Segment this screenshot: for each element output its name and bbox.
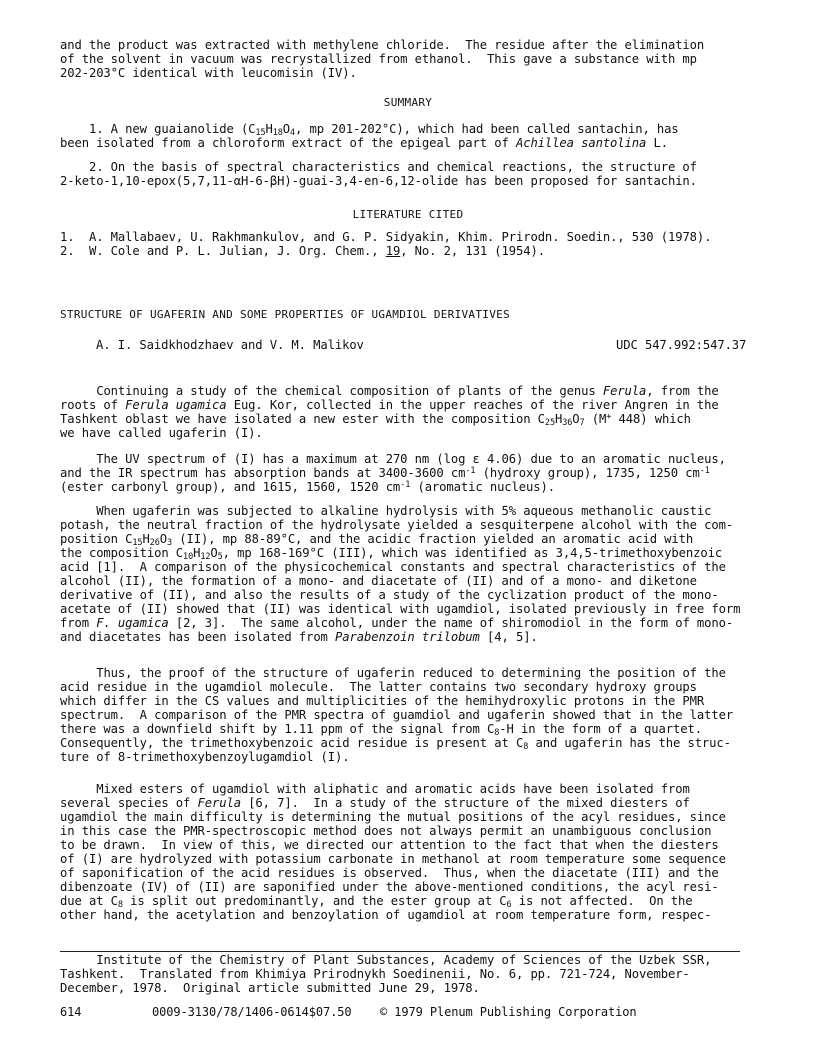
summary-point-2: 2. On the basis of spectral characteristics and chemical reactions, the structure of 2-keto-1,10-epox(5,7,11-αH-6-βH)-guai-3,4-en-6,12-olide has been proposed for santachin. xyxy=(60,160,697,188)
summary-heading: SUMMARY xyxy=(383,96,433,109)
issn-code: 0009-3130/78/1406-0614$07.50 xyxy=(152,1005,352,1019)
udc-code: UDC 547.992:547.37 xyxy=(616,338,747,352)
reference-2: 2. W. Cole and P. L. Julian, J. Org. Chem., 19, No. 2, 131 (1954). xyxy=(60,244,545,258)
footnote-divider xyxy=(60,951,740,952)
page-number: 614 xyxy=(60,1005,82,1019)
paragraph-spectra: The UV spectrum of (I) has a maximum at 270 nm (log ε 4.06) due to an aromatic nucleus, and the IR spectrum has absorption bands at 3400-3600 $cm^{-1}$ (hydroxy group), 1735, 1250 $cm^{-1}$ (ester carbonyl group), and 1615, 1560, 1520 $cm^{-1}$ (aromatic nucleus). xyxy=(60,452,726,494)
paragraph-hydrolysis: When ugaferin was subjected to alkaline hydrolysis with 5% aqueous methanolic caustic potash, the neutral fraction of the hydrolysate yielded a sesquiterpene alcohol with the com- position $C_{15}H_{26}O_3$ (II), mp 88-89°C, and the acidic fraction yielded an aromatic acid with the composition $C_{10}H_{12}O_5$, mp 168-169°C (III), which was identified as 3,4,5-trimethoxybenzoic acid [1]. A comparison of the physicochemical constants and spectral characteristics of the alcohol (II), the formation of a mono- and diacetate of (II) and of a mono- and diketone derivative of (II), and also the results of a study of the cyclization product of the mono- acetate of (II) showed that (II) was identical with ugamdiol, isolated previously in free form from F. ugamica [2, 3]. The same alcohol, under the name of shiromodiol in the form of mono- and diacetates has been isolated from Parabenzoin trilobum [4, 5]. xyxy=(60,504,741,644)
copyright: © 1979 Plenum Publishing Corporation xyxy=(380,1005,637,1019)
text-line: 202-203°C identical with leucomisin (IV). xyxy=(60,66,357,80)
footnote: Institute of the Chemistry of Plant Substances, Academy of Sciences of the Uzbek SSR, Tashkent. Translated from Khimiya Prirodnykh Soedinenii, No. 6, pp. 721-724, November- December, 1978. Original article submitted June 29, 1978. xyxy=(60,953,712,995)
text-line: of the solvent in vacuum was recrystallized from ethanol. This gave a substance with mp xyxy=(60,52,697,66)
literature-heading: LITERATURE CITED xyxy=(352,208,464,221)
article-authors: A. I. Saidkhodzhaev and V. M. Malikov xyxy=(96,338,364,352)
continuation-paragraph xyxy=(60,38,704,80)
article-title: STRUCTURE OF UGAFERIN AND SOME PROPERTIES OF UGAMDIOL DERIVATIVES xyxy=(60,308,510,321)
paragraph-intro: Continuing a study of the chemical composition of plants of the genus Ferula, from the roots of Ferula ugamica Eug. Kor, collected in the upper reaches of the river Angren in the Tashkent oblast we have isolated a new ester with the composition $C_{25}H_{36}O_7$ (M+ 448) which we have called ugaferin (I). xyxy=(60,384,719,440)
summary-point-1: 1. A new guaianolide ($C_{15}H_{18}O_4$, mp 201-202°C), which had been called santachin, has been isolated from a chloroform extract of the epigeal part of Achillea santolina L. xyxy=(60,122,679,150)
text-line: and the product was extracted with methylene chloride. The residue after the elimination xyxy=(60,38,705,52)
reference-1: 1. A. Mallabaev, U. Rakhmankulov, and G. P. Sidyakin, Khim. Prirodn. Soedin., 530 (1978). xyxy=(60,230,712,244)
paragraph-mixed-esters: Mixed esters of ugamdiol with aliphatic and aromatic acids have been isolated from several species of Ferula [6, 7]. In a study of the structure of the mixed diesters of ugamdiol the main difficulty is determining the mutual positions of the acyl residues, since in this case the PMR-spectroscopic method does not always permit an unambiguous conclusion to be drawn. In view of this, we directed our attention to the fact that when the diesters of (I) are hydrolyzed with potassium carbonate in methanol at room temperature some sequence of saponification of the acid residues is observed. Thus, when the diacetate (III) and the dibenzoate (IV) of (II) are saponified under the above-mentioned conditions, the acyl resi- due at $C_8$ is split out predominantly, and the ester group at $C_6$ is not affected. On the other hand, the acetylation and benzoylation of ugamdiol at room temperature form, respec- xyxy=(60,782,726,922)
paragraph-structure-proof: Thus, the proof of the structure of ugaferin reduced to determining the position of the acid residue in the ugamdiol molecule. The latter contains two secondary hydroxy groups which differ in the CS values and multiplicities of the hemihydroxylic protons in the PMR spectrum. A comparison of the PMR spectra of guamdiol and ugaferin showed that in the latter there was a downfield shift by 1.11 ppm of the signal from $C_8-H$ in the form of a quartet. Consequently, the trimethoxybenzoic acid residue is present at $C_8$ and ugaferin has the struc- ture of 8-trimethoxybenzoylugamdiol (I). xyxy=(60,666,734,764)
